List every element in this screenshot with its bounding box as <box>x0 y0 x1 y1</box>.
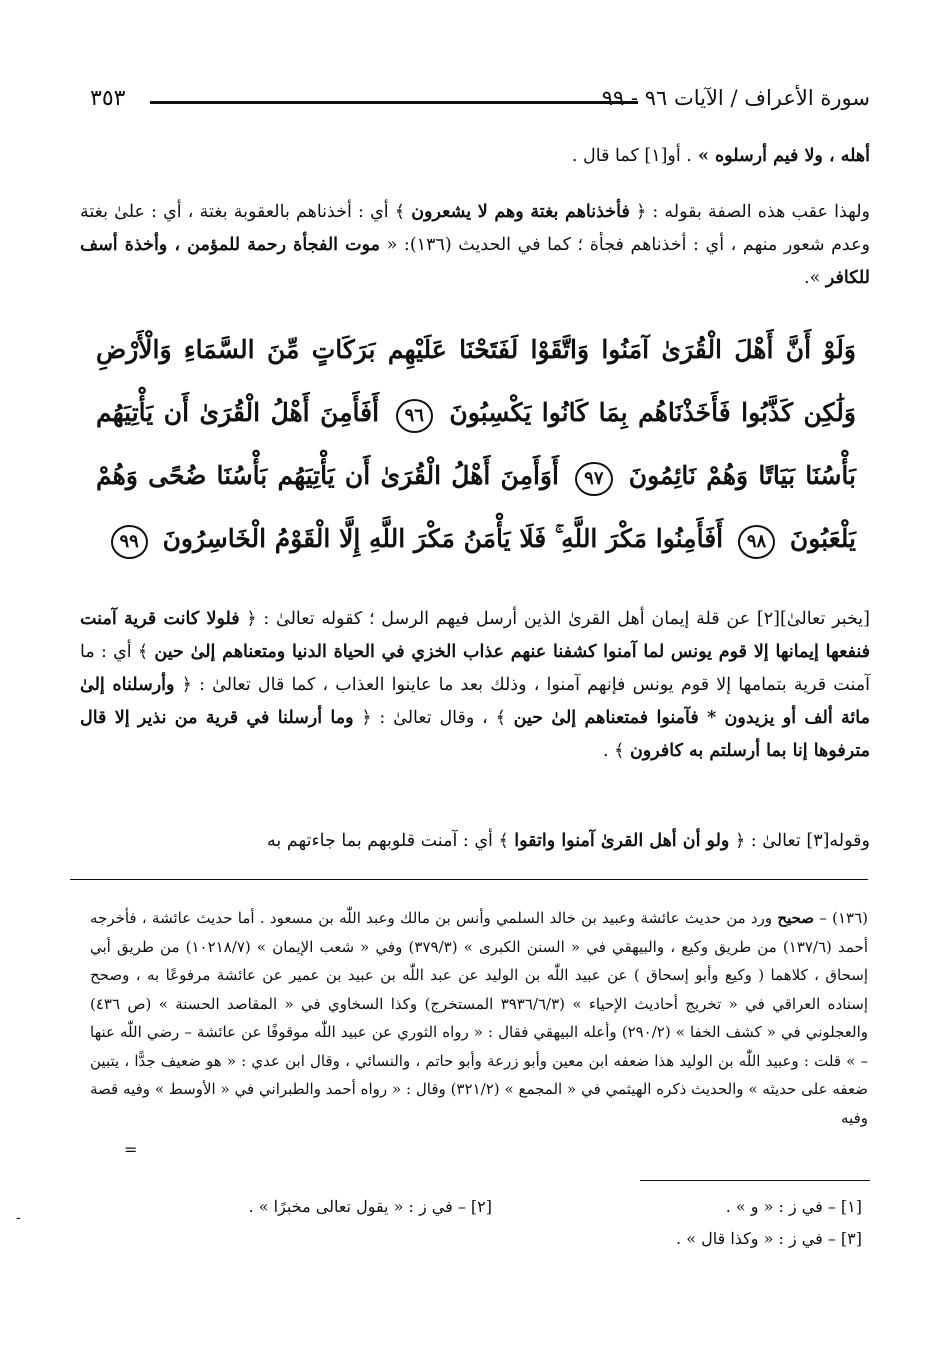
text: ﴾ أي : آمنت قلوبهم بما جاءتهم به <box>267 831 515 851</box>
text: ﴾ أي : ما آمنت قرية بتمامها إلا قوم يونس فإنهم آمنوا ، وذلك بعد ما عاينوا العذاب ، كما قال تعالىٰ : ﴿ <box>80 642 871 695</box>
verse-number-96: ٩٦ <box>396 399 433 433</box>
footnote-number: (١٣٦) – <box>814 909 869 927</box>
hadith-grade: صحيح <box>777 909 815 927</box>
hadith-quote: موت الفجأة رحمة للمؤمن ، وأخذة أسف للكافر <box>80 235 870 288</box>
note-1: [١] – في ز : « و » . <box>725 1197 862 1216</box>
bold-text: أهله ، ولا فيم أرسلوه » <box>691 146 870 166</box>
verse-number-98: ٩٨ <box>738 525 775 559</box>
text: ﴾ ، وقال تعالىٰ : ﴿ <box>353 708 514 728</box>
text: ». <box>804 268 826 288</box>
quran-quote: فأخذناهم بغتة وهم لا يشعرون <box>411 202 630 222</box>
text: . أو[١] كما قال . <box>571 146 692 166</box>
surah-title: سورة الأعراف / الآيات ٩٦ - ٩٩ <box>601 86 870 110</box>
header-rule <box>150 101 638 104</box>
text: ولهذا عقب هذه الصفة بقوله : ﴿ <box>629 202 870 222</box>
quran-verses <box>96 318 856 570</box>
text: ﴾ . <box>602 741 630 761</box>
note-2: [٢] – في ز : « يقول تعالى مخبرًا » . <box>248 1197 492 1216</box>
quran-quote: وأرسلناه إلىٰ مائة ألف أو يزيدون * فآمنوا فمتعناهم إلىٰ حين <box>80 675 870 728</box>
paragraph-explanation <box>80 196 870 295</box>
footnote-text: ورد من حديث عائشة وعبيد بن خالد السلمي وأنس بن مالك وعبد اللّٰه بن مسعود . أما حديث عائشة ، فأخرجه أحمد (١٣٧/٦) من طريق وكيع ، والبيهقي في « السنن الكبرى » (٣٧٩/٣) وفي « شعب الإيمان » (١٠٢١٨/٧) من طريق أبي إسحاق ، كلاهما ( وكيع وأبو إسحاق ) عن عبيد اللّٰه بن الوليد عن عبد اللّٰه بن عبيد بن عمير عن عائشة مرفوعًا به ، وصحح إسناده العراقي في « تخريج أحاديث الإحياء » (٣٩٣٦/٦/٣ المستخرج) وكذا السخاوي في « المقاصد الحسنة » (ص ٤٣٦) والعجلوني في « كشف الخفا » (٢٩٠/٢) وأعله البيهقي فقال : « رواه الثوري عن عبيد اللّٰه موقوفًا عن عائشة – رضي اللّٰه عنها – » قلت : وعبيد اللّٰه بن الوليد هذا ضعفه ابن معين وأبو زرعة وأبو حاتم ، والنسائي ، وقال ابن عدي : « هو ضعيف جدًّا ، يتبين ضعفه على حديثه » والحديث ذكره الهيثمي في « المجمع » (٣٢١/٢) وقال : « رواه أحمد والطبراني في « الأوسط » وفيه قصة وفيه <box>90 909 869 1127</box>
verse-number-97: ٩٧ <box>575 462 612 496</box>
quran-quote: وما أرسلنا في قرية من نذير إلا قال مترفوها إنا بما أرسلتم به كافرون <box>80 708 870 761</box>
notes-divider <box>640 1180 870 1181</box>
paragraph-commentary-2 <box>80 825 870 858</box>
verse-number-99: ٩٩ <box>111 525 148 559</box>
quran-quote: ولو أن أهل القرىٰ آمنوا واتقوا <box>514 831 730 851</box>
quran-quote: فلولا كانت قرية آمنت فنفعها إيمانها إلا قوم يونس لما آمنوا كشفنا عنهم عذاب الخزي في الحياة الدنيا ومتعناهم إلىٰ حين <box>80 609 871 662</box>
manuscript-notes <box>150 1192 862 1262</box>
page-header <box>90 86 870 122</box>
verse-99: أَفَأَمِنُوا مَكْرَ اللَّهِ ۚ فَلَا يَأْمَنُ مَكْرَ اللَّهِ إِلَّا الْقَوْمُ الْخَاسِرُونَ <box>162 524 724 553</box>
continuation-mark: = <box>124 1140 138 1159</box>
text: ﴾ أي : أخذناهم بالعقوبة بغتة ، أي : علىٰ بغتة وعدم شعور منهم ، أي : أخذناهم فجأة ؛ كما في الحديث (١٣٦): « <box>80 202 871 255</box>
hadith-footnote <box>90 904 868 1132</box>
paragraph-continuation <box>80 140 870 173</box>
paragraph-commentary <box>80 603 870 768</box>
note-3: [٣] – في ز : « وكذا قال » . <box>676 1229 862 1248</box>
text: وقوله[٣] تعالىٰ : ﴿ <box>729 831 870 851</box>
page-number: ٣٥٣ <box>90 86 126 111</box>
text: [يخبر تعالىٰ][٢] عن قلة إيمان أهل القرىٰ الذين أرسل فيهم الرسل ؛ كقوله تعالىٰ : ﴿ <box>239 609 871 629</box>
verse-98: أَوَأَمِنَ أَهْلُ الْقُرَىٰ أَن يَأْتِيَهُم بَأْسُنَا ضُحًى وَهُمْ يَلْعَبُونَ <box>96 461 856 553</box>
footnote-divider <box>70 879 868 880</box>
margin-mark: - <box>16 1210 21 1226</box>
verse-96: وَلَوْ أَنَّ أَهْلَ الْقُرَىٰ آمَنُوا وَاتَّقَوْا لَفَتَحْنَا عَلَيْهِم بَرَكَاتٍ مِّنَ السَّمَاءِ وَالْأَرْضِ وَلَٰكِن كَذَّبُوا فَأَخَذْنَاهُم بِمَا كَانُوا يَكْسِبُونَ <box>96 335 856 427</box>
verse-97: أَفَأَمِنَ أَهْلُ الْقُرَىٰ أَن يَأْتِيَهُم بَأْسُنَا بَيَاتًا وَهُمْ نَائِمُونَ <box>96 398 856 490</box>
